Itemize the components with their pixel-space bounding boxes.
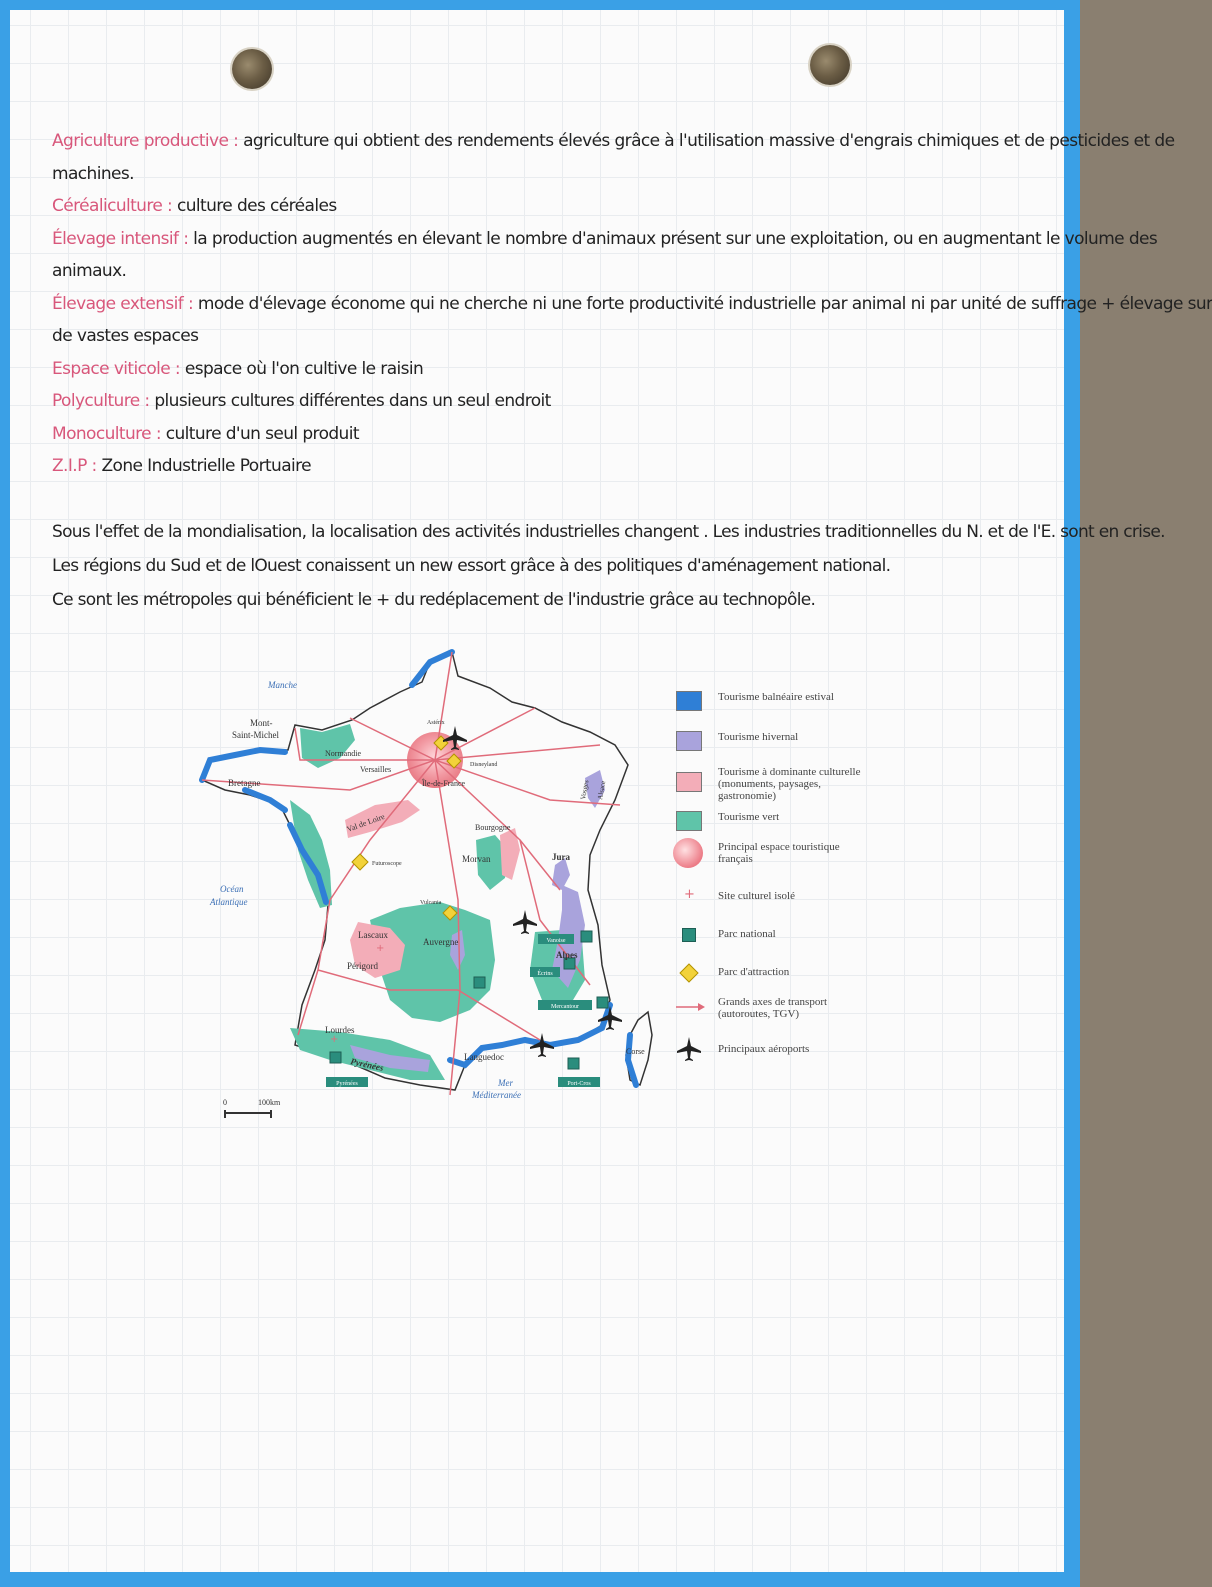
paragraph-line: Les régions du Sud et de lOuest conaissent un new essort grâce à des politiques d'aménagement national. (52, 556, 891, 576)
glossary-term: Élevage intensif (52, 228, 179, 249)
glossary-entry (52, 223, 1158, 256)
glossary-definition: culture d'un seul produit (165, 423, 359, 444)
label-lascaux: Lascaux (358, 930, 388, 940)
legend-swatch-balneaire (676, 691, 702, 711)
glossary-entry (52, 190, 1017, 223)
label-normandie: Normandie (325, 749, 361, 758)
label-manche: Manche (268, 680, 297, 690)
label-vanoise: Vanoise (546, 938, 566, 944)
label-bretagne: Bretagne (228, 778, 261, 788)
scale-zero: 0 (223, 1098, 227, 1107)
glossary-continuation: de vastes espaces (52, 326, 199, 346)
glossary-term: Monoculture (52, 423, 152, 444)
label-mer: Méditerranée (472, 1090, 521, 1100)
label-jura: Jura (552, 852, 570, 862)
label-mer: Mer (498, 1078, 513, 1088)
legend-cross-icon: + (684, 887, 695, 902)
label-languedoc: Languedoc (464, 1052, 504, 1062)
glossary-term: Espace viticole (52, 358, 171, 379)
glossary-definition: culture des céréales (176, 196, 337, 216)
label-pyrenees-park: Pyrénées (336, 1081, 358, 1087)
label-corse: Corse (626, 1047, 645, 1056)
legend-text: Principal espace touristique français (718, 841, 840, 865)
label-val-de-loire: Val de Loire (345, 811, 386, 834)
glossary-entry (52, 385, 1017, 418)
glossary-term: Céréaliculture (52, 196, 163, 216)
legend-text: Site culturel isolé (718, 890, 795, 902)
paragraph-line: Ce sont les métropoles qui bénéficient le + du redéplacement de l'industrie grâce au technopôle. (52, 590, 816, 610)
label-lourdes: Lourdes (325, 1025, 355, 1035)
legend-text: Parc national (718, 928, 776, 940)
label-mercantour: Mercantour (551, 1004, 579, 1010)
glossary-entry (52, 353, 1017, 386)
glossary-entry (52, 418, 1017, 451)
glossary-term: Agriculture productive (52, 131, 229, 151)
legend-text: Tourisme à dominante culturelle (monuments, paysages, gastronomie) (718, 766, 861, 802)
label-ecrins: Écrins (537, 971, 553, 977)
glossary (52, 125, 1212, 483)
label-versailles: Versailles (360, 765, 392, 774)
glossary-separator: : (170, 358, 185, 379)
glossary-separator: : (183, 293, 198, 314)
glossary-separator: : (139, 391, 155, 411)
site-cross-icon: + (330, 1034, 339, 1045)
binder-hole-right (810, 45, 850, 85)
legend-text: Tourisme hivernal (718, 731, 799, 743)
legend-text: Tourisme balnéaire estival (718, 691, 834, 703)
glossary-definition: Zone Industrielle Portuaire (101, 456, 312, 476)
label-alpes: Alpes (556, 950, 578, 960)
glossary-definition: agriculture qui obtient des rendements élevés grâce à l'utilisation massive d'engrais chimiques et de pesticides et de (243, 131, 1175, 151)
label-ile-de-france: Île-de-France (422, 779, 466, 788)
legend-text: Principaux aéroports (718, 1043, 810, 1055)
glossary-separator: : (178, 228, 194, 249)
legend-airplane-icon (675, 1035, 703, 1063)
glossary-definition: mode d'élevage économe qui ne cherche ni une forte productivité industrielle par animal ni par unité de suffrage + élevage sur (197, 293, 1212, 314)
label-port-cros: Port-Cros (567, 1081, 591, 1087)
glossary-separator: : (86, 456, 102, 476)
glossary-definition: espace où l'on cultive le raisin (184, 358, 424, 379)
label-ocean: Océan (220, 884, 244, 894)
label-pyrenees: Pyrénées (349, 1056, 385, 1073)
legend-text: Tourisme vert (718, 811, 780, 823)
legend-text: Parc d'attraction (718, 966, 790, 978)
scale-bar (225, 1112, 271, 1114)
site-cross-icon: + (376, 943, 385, 954)
glossary-entry (52, 288, 1212, 321)
label-disneyland: Disneyland (470, 762, 498, 768)
glossary-term: Polyculture (52, 391, 140, 411)
legend-arrow-icon (676, 1001, 706, 1013)
glossary-definition: plusieurs cultures différentes dans un seul endroit (154, 391, 551, 411)
legend-swatch-hivernal (676, 731, 702, 751)
legend-swatch-culturel (676, 772, 702, 792)
glossary-entry (52, 450, 1017, 483)
glossary-continuation: animaux. (52, 261, 127, 281)
france-tourism-map (190, 640, 670, 1120)
legend-park-icon (682, 928, 696, 942)
label-mont-saint-michel: Mont- (250, 718, 273, 728)
paragraph-line: Sous l'effet de la mondialisation, la localisation des activités industrielles changent . Les industries traditionnelles du N. et de l'E. sont en crise. (52, 522, 1165, 542)
label-morvan: Morvan (462, 854, 491, 864)
glossary-separator: : (151, 423, 166, 444)
label-ocean: Atlantique (210, 897, 248, 907)
glossary-separator: : (162, 196, 177, 216)
glossary-continuation: machines. (52, 163, 134, 184)
label-futuroscope: Futuroscope (372, 861, 402, 867)
label-mont-saint-michel: Saint-Michel (232, 730, 279, 740)
label-vosges: Vosges (579, 779, 591, 801)
legend-diamond-icon (679, 963, 699, 983)
label-auvergne: Auvergne (423, 937, 459, 947)
legend-text: Grands axes de transport (autoroutes, TGV) (718, 996, 828, 1020)
legend-swatch-vert (676, 811, 702, 831)
binder-hole-left (232, 49, 272, 89)
glossary-separator: : (228, 131, 244, 151)
legend-principal-icon (672, 837, 706, 871)
label-asterix: Astérix (427, 720, 445, 726)
label-alsace: Alsace (596, 780, 608, 801)
glossary-entry (52, 125, 1175, 158)
glossary-definition: la production augmentés en élevant le nombre d'animaux présent sur une exploitation, ou en augmentant le volume des (193, 228, 1158, 249)
industry-paragraph (52, 515, 1165, 617)
label-bourgogne: Bourgogne (475, 823, 511, 832)
label-perigord: Périgord (347, 961, 378, 971)
scale-distance: 100km (258, 1098, 281, 1107)
label-vulcania: Vulcania (420, 900, 442, 906)
glossary-term: Élevage extensif (52, 293, 184, 314)
glossary-term: Z.I.P (52, 456, 87, 476)
